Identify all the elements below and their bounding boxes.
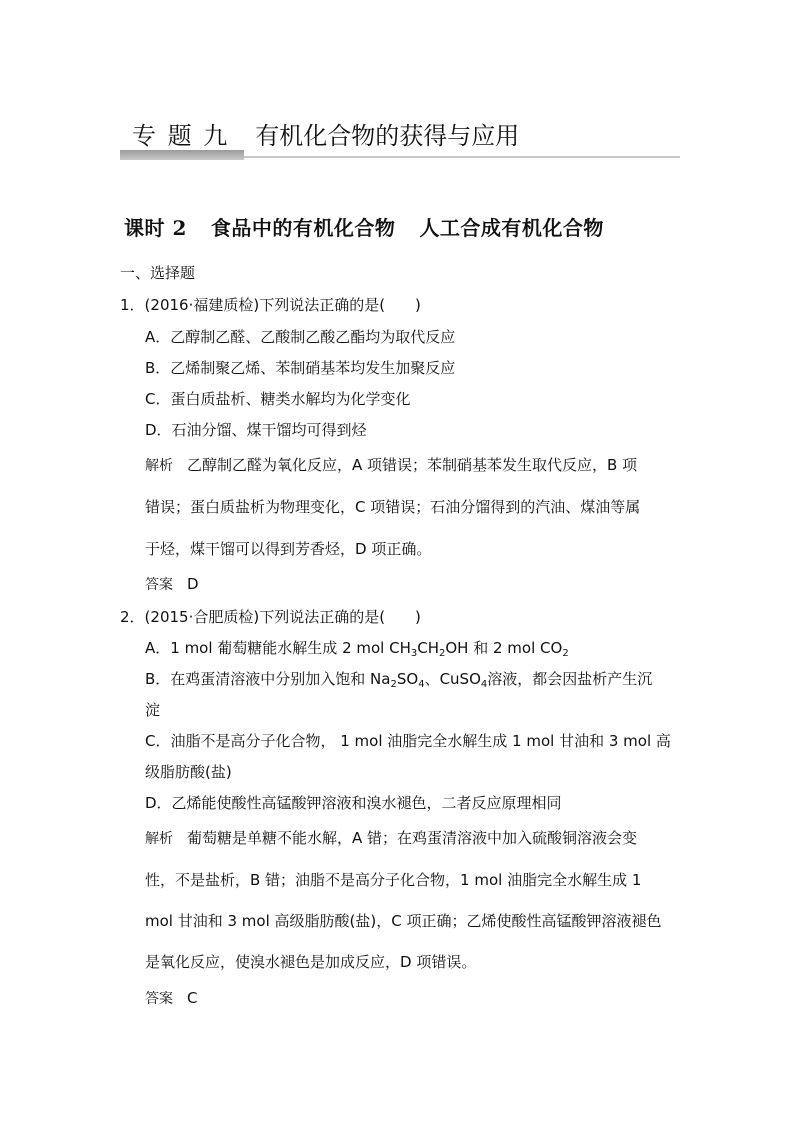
q2-answer-value: C [187,989,198,1007]
lesson-label: 课时 2 [124,216,187,240]
q1-option-c: C．蛋白质盐析、糖类水解均为化学变化 [145,390,411,408]
chapter-name: 有机化合物的获得与应用 [255,122,520,150]
chapter-title [132,116,519,151]
q2-analysis-line-4: 是氧化反应，使溴水褪色是加成反应，D 项错误。 [145,953,477,971]
q2-option-b: B．在鸡蛋清溶液中分别加入饱和 $Na_2SO_4$、CuSO$_4$溶液，都会因盐析产生沉 [145,670,653,690]
q2-answer-label: 答案 [145,991,173,1007]
q1-analysis-label: 解析 [145,458,173,474]
q1-option-a: A．乙醇制乙醛、乙酸制乙酸乙酯均为取代反应 [145,328,456,346]
section-heading: 一、选择题 [120,264,196,282]
q1-answer-value: D [187,575,199,593]
q1-answer [145,574,675,594]
q2-answer [145,988,675,1008]
q1-analysis-line-2: 错误；蛋白质盐析为物理变化，C 项错误；石油分馏得到的汽油、煤油等属 [145,498,641,516]
q2-option-c-cont: 级脂肪酸(盐) [145,763,232,781]
chapter-header [120,112,680,168]
header-divider [244,156,680,158]
q1-option-b: B．乙烯制聚乙烯、苯制硝基苯均发生加聚反应 [145,359,456,377]
q1-answer-label: 答案 [145,577,173,593]
q2-option-d: D．乙烯能使酸性高锰酸钾溶液和溴水褪色，二者反应原理相同 [145,794,562,812]
q2-stem: 2．(2015·合肥质检)下列说法正确的是( ) [120,608,421,626]
q1-stem: 1．(2016·福建质检)下列说法正确的是( ) [120,296,421,314]
q2-analysis-line-1: 解析 葡萄糖是单糖不能水解，A 错；在鸡蛋清溶液中加入硫酸铜溶液会变 [145,829,638,847]
lesson-title-1: 食品中的有机化合物 [210,216,396,240]
lesson-title-2: 人工合成有机化合物 [419,216,604,240]
lesson-title [124,212,604,241]
q2-option-a: A．1 mol 葡萄糖能水解生成 2 mol $CH_3CH_2OH$ 和 2 mol $CO_2$ [145,639,569,659]
q1-analysis-line-1: 解析 乙醇制乙醛为氧化反应，A 项错误；苯制硝基苯发生取代反应，B 项 [145,456,638,474]
q1-analysis-line-3: 于烃，煤干馏可以得到芳香烃，D 项正确。 [145,540,432,558]
q2-analysis-label: 解析 [145,831,173,847]
q2-option-c: C．油脂不是高分子化合物， 1 mol 油脂完全水解生成 1 mol 甘油和 3 mol 高 [145,732,671,750]
q2-analysis-line-3: mol 甘油和 3 mol 高级脂肪酸(盐)，C 项正确；乙烯使酸性高锰酸钾溶液褪色 [145,912,662,930]
header-decor-bar [120,150,244,160]
q1-option-d: D．石油分馏、煤干馏均可得到烃 [145,421,367,439]
q2-analysis-line-2: 性，不是盐析，B 错；油脂不是高分子化合物，1 mol 油脂完全水解生成 1 [145,871,642,889]
chapter-number: 专 题 九 [132,122,230,150]
q2-option-b-cont: 淀 [145,701,161,719]
